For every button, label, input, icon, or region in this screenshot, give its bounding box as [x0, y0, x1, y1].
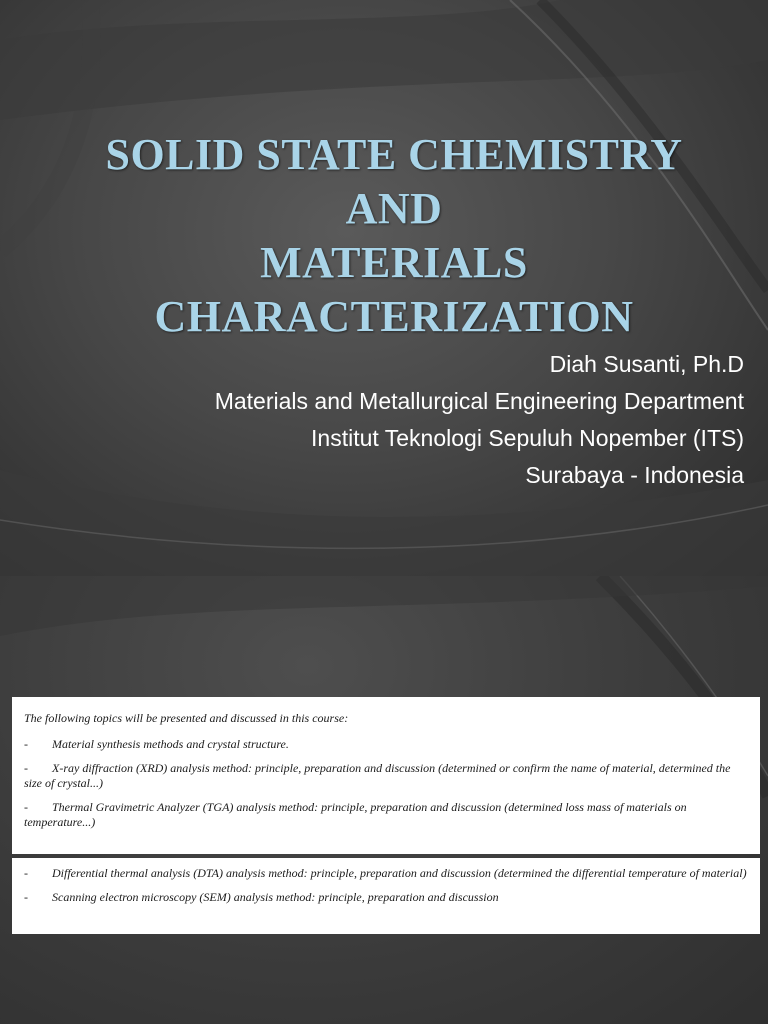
topic-item	[24, 866, 748, 881]
topic-bullet: -	[24, 890, 28, 904]
title-line-1: SOLID STATE CHEMISTRY	[105, 130, 683, 179]
title-line-2: AND	[345, 184, 443, 233]
topic-text: Thermal Gravimetric Analyzer (TGA) analysis method: principle, preparation and discussion (determined loss mass of materials on temperature...)	[24, 800, 687, 829]
topic-bullet: -	[24, 800, 28, 814]
author-institution: Institut Teknologi Sepuluh Nopember (ITS)	[311, 425, 744, 451]
topic-bullet: -	[24, 737, 28, 751]
topics-box-2	[12, 858, 760, 934]
topic-item	[24, 761, 748, 791]
author-location: Surabaya - Indonesia	[525, 462, 744, 488]
author-info	[44, 346, 744, 494]
topic-text: Scanning electron microscopy (SEM) analysis method: principle, preparation and discussion	[52, 890, 499, 904]
topic-item	[24, 800, 748, 830]
topic-item	[24, 737, 748, 752]
title-line-3: MATERIALS	[260, 238, 528, 287]
topic-text: Material synthesis methods and crystal structure.	[52, 737, 289, 751]
author-department: Materials and Metallurgical Engineering Department	[214, 388, 744, 414]
topics-box-1	[12, 697, 760, 854]
topic-bullet: -	[24, 866, 28, 880]
topic-item	[24, 890, 748, 905]
slide-title	[40, 128, 748, 344]
title-line-4: CHARACTERIZATION	[154, 292, 634, 341]
author-name: Diah Susanti, Ph.D	[549, 351, 744, 377]
topic-text: Differential thermal analysis (DTA) analysis method: principle, preparation and discussion (determined the differential temperature of material)	[52, 866, 747, 880]
topic-bullet: -	[24, 761, 28, 775]
topics-intro: The following topics will be presented and discussed in this course:	[24, 711, 349, 725]
topic-text: X-ray diffraction (XRD) analysis method: principle, preparation and discussion (determined or confirm the name of material, determined the size of crystal...)	[24, 761, 731, 790]
